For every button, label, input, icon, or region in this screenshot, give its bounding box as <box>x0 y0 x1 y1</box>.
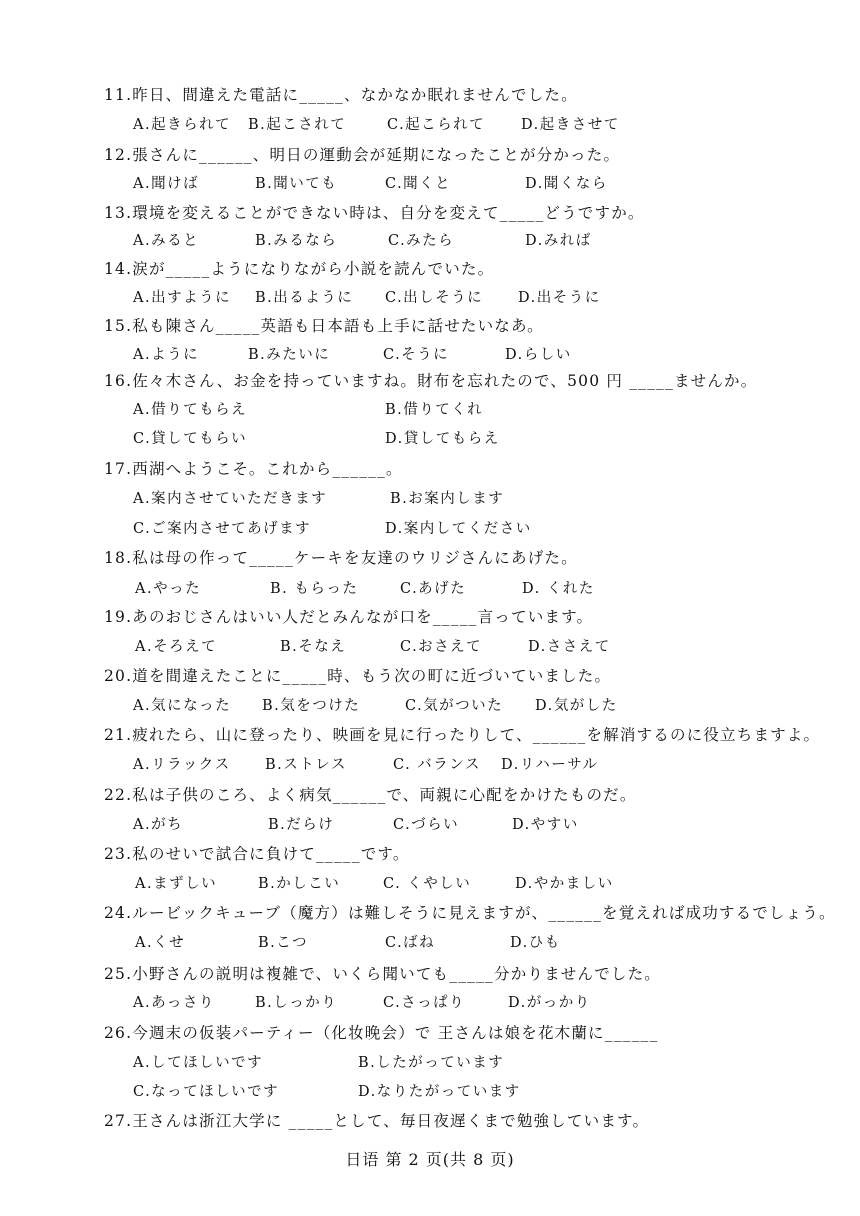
q16-option-b: B.借りてくれ <box>385 402 484 418</box>
q15-option-a: A.ように <box>133 347 200 363</box>
question-12: 12.張さんに______、明日の運動会が延期になったことが分かった。 <box>104 146 621 164</box>
q14-option-c: C.出しそうに <box>385 290 484 306</box>
q15-option-d: D.らしい <box>505 347 572 363</box>
question-19: 19.あのおじさんはいい人だとみんなが口を_____言っています。 <box>104 608 594 626</box>
q18-option-d: D. くれた <box>522 581 595 597</box>
question-23: 23.私のせいで試合に負けて_____です。 <box>104 845 410 863</box>
q22-option-d: D.やすい <box>512 817 579 833</box>
q13-option-a: A.みると <box>133 233 200 249</box>
q11-option-b: B.起こされて <box>248 117 347 133</box>
q23-option-d: D.やかましい <box>515 876 614 892</box>
question-20: 20.道を間違えたことに_____時、もう次の町に近づいていました。 <box>104 667 612 685</box>
q11-option-a: A.起きられて <box>133 117 232 133</box>
q25-option-b: B.しっかり <box>255 995 338 1011</box>
q17-option-b: B.お案内します <box>390 491 505 507</box>
q17-option-c: C.ご案内させてあげます <box>133 521 312 537</box>
question-17: 17.西湖へようこそ。これから______。 <box>104 460 403 478</box>
question-22: 22.私は子供のころ、よく病気______で、両親に心配をかけたものだ。 <box>104 786 637 804</box>
q25-option-d: D.がっかり <box>508 995 591 1011</box>
q12-option-d: D.聞くなら <box>525 176 608 192</box>
q24-option-c: C.ばね <box>385 935 436 951</box>
q22-option-c: C.づらい <box>393 817 460 833</box>
q16-option-c: C.貸してもらい <box>133 431 248 447</box>
question-11: 11.昨日、間違えた電話に_____、なかなか眠れませんでした。 <box>104 86 578 104</box>
q26-option-a: A.してほしいです <box>133 1055 264 1071</box>
q15-option-c: C.そうに <box>383 347 450 363</box>
question-16: 16.佐々木さん、お金を持っていますね。財布を忘れたので、500 円 _____ませんか。 <box>104 372 758 390</box>
q17-option-a: A.案内させていただきます <box>133 491 328 507</box>
q21-option-d: D.リハーサル <box>501 757 599 773</box>
q19-option-c: C.おさえて <box>400 639 483 655</box>
q19-option-a: A.そろえて <box>135 639 218 655</box>
question-27: 27.王さんは浙江大学に _____として、毎日夜遅くまで勉強しています。 <box>104 1112 650 1130</box>
q13-option-c: C.みたら <box>388 233 455 249</box>
q19-option-b: B.そなえ <box>280 639 347 655</box>
q19-option-d: D.ささえて <box>528 639 611 655</box>
q13-option-b: B.みるなら <box>255 233 338 249</box>
q25-option-c: C.さっぱり <box>383 995 466 1011</box>
q22-option-b: B.だらけ <box>268 817 335 833</box>
q26-option-d: D.なりたがっています <box>358 1084 521 1100</box>
q11-option-d: D.起きさせて <box>521 117 620 133</box>
q23-option-c: C. くやしい <box>383 876 472 892</box>
q12-option-a: A.聞けば <box>133 176 200 192</box>
page-footer: 日语 第 2 页(共 8 页) <box>345 1150 515 1169</box>
q26-option-c: C.なってほしいです <box>133 1084 280 1100</box>
question-24: 24.ルービックキューブ（魔方）は難しそうに見えますが、______を覚えれば成功するでしょう。 <box>104 904 836 922</box>
question-25: 25.小野さんの説明は複雑で、いくら聞いても_____分かりませんでした。 <box>104 965 661 983</box>
q18-option-c: C.あげた <box>400 581 467 597</box>
q20-option-a: A.気になった <box>133 698 232 714</box>
question-14: 14.涙が_____ようになりながら小説を読んでいた。 <box>104 260 495 278</box>
q25-option-a: A.あっさり <box>133 995 215 1011</box>
q23-option-b: B.かしこい <box>258 876 341 892</box>
q12-option-b: B.聞いても <box>255 176 338 192</box>
q24-option-b: B.こつ <box>258 935 308 951</box>
q21-option-c: C. バランス <box>393 757 481 773</box>
q21-option-a: A.リラックス <box>133 757 231 773</box>
q23-option-a: A.まずしい <box>135 876 218 892</box>
q20-option-c: C.気がついた <box>405 698 504 714</box>
q17-option-d: D.案内してください <box>385 521 532 537</box>
q20-option-b: B.気をつけた <box>262 698 361 714</box>
q22-option-a: A.がち <box>133 817 184 833</box>
q11-option-c: C.起こられて <box>387 117 486 133</box>
q12-option-c: C.聞くと <box>385 176 452 192</box>
q24-option-a: A.くせ <box>135 935 186 951</box>
q21-option-b: B.ストレス <box>265 757 347 773</box>
q26-option-b: B.したがっています <box>358 1055 505 1071</box>
question-15: 15.私も陳さん_____英語も日本語も上手に話せたいなあ。 <box>104 317 544 335</box>
question-13: 13.環境を変えることができない時は、自分を変えて_____どうですか。 <box>104 204 645 222</box>
q16-option-a: A.借りてもらえ <box>133 402 248 418</box>
q18-option-a: A.やった <box>135 581 202 597</box>
q18-option-b: B. もらった <box>270 581 359 597</box>
q13-option-d: D.みれば <box>525 233 592 249</box>
question-18: 18.私は母の作って_____ケーキを友達のウリジさんにあげた。 <box>104 549 578 567</box>
q16-option-d: D.貸してもらえ <box>385 431 500 447</box>
q15-option-b: B.みたいに <box>248 347 331 363</box>
q14-option-d: D.出そうに <box>518 290 601 306</box>
q14-option-a: A.出すように <box>133 290 232 306</box>
q20-option-d: D.気がした <box>535 698 618 714</box>
question-21: 21.疲れたら、山に登ったり、映画を見に行ったりして、______を解消するのに役立ちますよ。 <box>104 726 821 744</box>
question-26: 26.今週末の仮装パーティー（化妆晚会）で 王さんは娘を花木蘭に______ <box>104 1024 659 1042</box>
q14-option-b: B.出るように <box>255 290 354 306</box>
q24-option-d: D.ひも <box>510 935 561 951</box>
